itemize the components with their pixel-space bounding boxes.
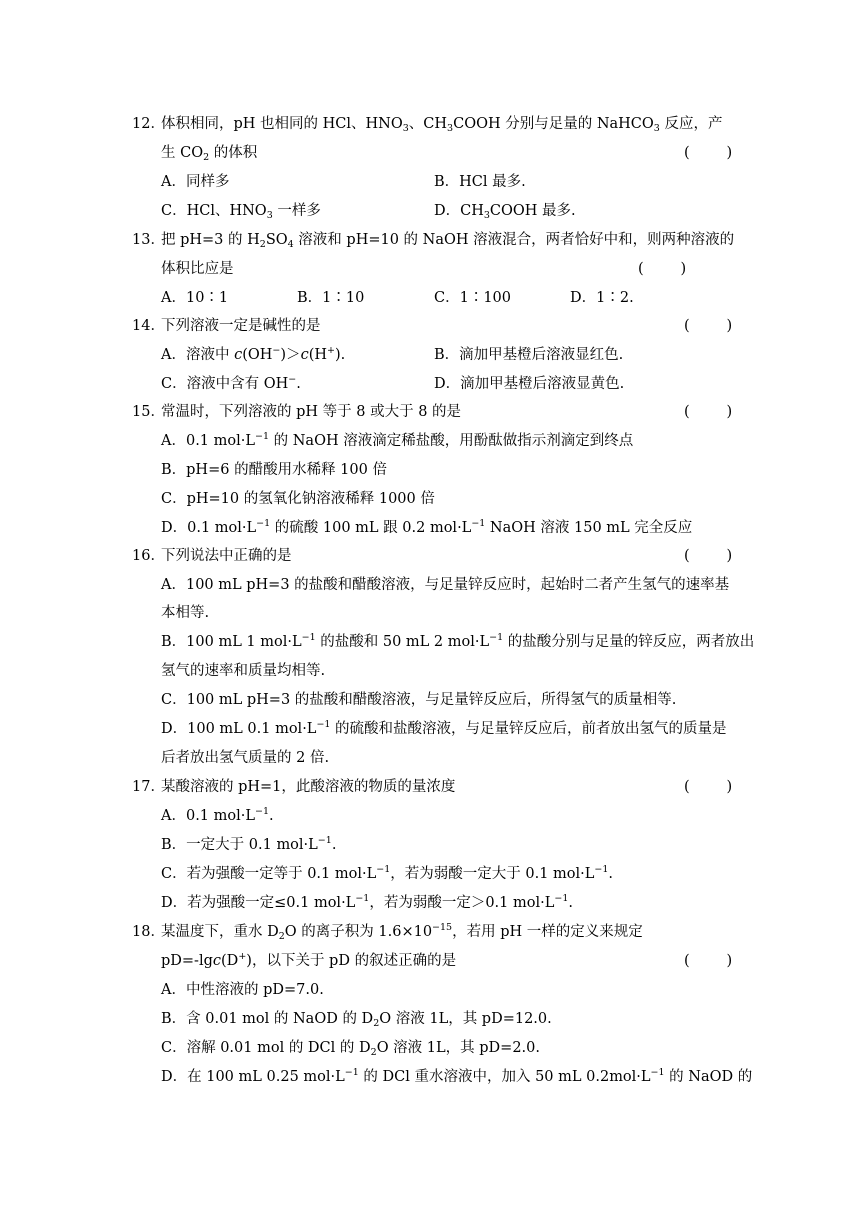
question-12-option-b[interactable]: B．HCl 最多. bbox=[434, 174, 526, 190]
question-14-option-b[interactable]: B．滴加甲基橙后溶液显红色. bbox=[434, 347, 624, 363]
question-12-answer-blank[interactable]: ( ) bbox=[684, 145, 733, 161]
question-17-option-a[interactable]: A．0.1 $mol\cdot L^{-1}$. bbox=[161, 806, 274, 824]
question-14-answer-blank[interactable]: ( ) bbox=[684, 318, 733, 334]
question-18-number: 18． bbox=[132, 924, 165, 940]
question-17-answer-blank[interactable]: ( ) bbox=[684, 779, 733, 795]
question-13-option-b[interactable]: B．1∶10 bbox=[297, 290, 365, 306]
question-17-option-b[interactable]: B．一定大于 0.1 $mol\cdot L^{-1}$. bbox=[161, 835, 337, 853]
question-12-option-a[interactable]: A．同样多 bbox=[161, 174, 230, 190]
question-15-stem: 15．常温时，下列溶液的 pH 等于 8 或大于 8 的是 bbox=[132, 404, 462, 420]
question-16-option-d[interactable]: D．100 mL 0.1 $mol\cdot L^{-1}$ 的硫酸和盐酸溶液，与足量锌反应后，前者放出氢气的质量是 bbox=[161, 719, 727, 737]
question-18-answer-blank[interactable]: ( ) bbox=[684, 953, 733, 969]
question-18-stem-line1: 18．某温度下，重水 $D_2O$ 的离子积为 $1.6\times 10^{-15}$，若用 pH 一样的定义来规定 bbox=[132, 922, 643, 942]
question-17-option-c[interactable]: C．若为强酸一定等于 0.1 $mol\cdot L^{-1}$，若为弱酸一定大于 0.1 $mol\cdot L^{-1}$. bbox=[161, 864, 614, 882]
question-15-option-d[interactable]: D．0.1 $mol\cdot L^{-1}$ 的硫酸 100 mL 跟 0.2 $mol\cdot L^{-1}$ NaOH 溶液 150 mL 完全反应 bbox=[161, 518, 693, 536]
question-12-option-c[interactable]: C．HCl、$HNO_3$ 一样多 bbox=[161, 203, 321, 221]
question-18-option-b[interactable]: B．含 0.01 mol 的 NaOD 的 $D_2O$ 溶液 1L，其 pD=12.0. bbox=[161, 1011, 552, 1029]
question-17-option-d[interactable]: D．若为强酸一定≤0.1 $mol\cdot L^{-1}$，若为弱酸一定＞0.1 $mol\cdot L^{-1}$. bbox=[161, 893, 573, 911]
question-13-answer-blank[interactable]: ( ) bbox=[638, 261, 687, 277]
question-15-option-c[interactable]: C．pH=10 的氢氧化钠溶液稀释 1000 倍 bbox=[161, 491, 435, 507]
question-12-stem-line1: 12．体积相同，pH 也相同的 HCl、$HNO_3$、$CH_3COOH$ 分别与足量的 NaHCO$_3$ 反应，产 bbox=[132, 116, 723, 134]
question-18-option-d[interactable]: D．在 100 mL 0.25 $mol\cdot L^{-1}$ 的 DCl 重水溶液中，加入 50 mL $0.2mol\cdot L^{-1}$ 的 NaOD 的 bbox=[161, 1067, 753, 1085]
question-18-option-a[interactable]: A．中性溶液的 pD=7.0. bbox=[161, 982, 324, 998]
question-12-number: 12． bbox=[132, 116, 165, 132]
question-12-stem-line2: 生 $CO_2$ 的体积 bbox=[161, 145, 258, 163]
question-18-option-c[interactable]: C．溶解 0.01 mol 的 DCl 的 $D_2O$ 溶液 1L，其 pD=2.0. bbox=[161, 1040, 540, 1058]
question-16-option-c[interactable]: C．100 mL pH=3 的盐酸和醋酸溶液，与足量锌反应后，所得氢气的质量相等. bbox=[161, 692, 677, 708]
question-15-option-a[interactable]: A．0.1 $mol\cdot L^{-1}$ 的 NaOH 溶液滴定稀盐酸，用酚酞做指示剂滴定到终点 bbox=[161, 431, 634, 449]
question-18-stem-line2: pD=-lgc(D+)，以下关于 pD 的叙述正确的是 bbox=[161, 951, 457, 969]
question-13-number: 13． bbox=[132, 232, 165, 248]
question-16-option-a[interactable]: A．100 mL pH=3 的盐酸和醋酸溶液，与足量锌反应时，起始时二者产生氢气的速率基 bbox=[161, 577, 730, 593]
question-14-option-c[interactable]: C．溶液中含有 OH−. bbox=[161, 374, 301, 392]
question-16-option-b-cont: 氢气的速率和质量均相等. bbox=[161, 663, 326, 679]
question-14-option-d[interactable]: D．滴加甲基橙后溶液显黄色. bbox=[434, 376, 625, 392]
question-16-option-d-cont: 后者放出氢气质量的 2 倍. bbox=[161, 750, 330, 766]
question-16-answer-blank[interactable]: ( ) bbox=[684, 548, 733, 564]
question-16-option-a-cont: 本相等. bbox=[161, 605, 210, 621]
question-13-option-a[interactable]: A．10∶1 bbox=[161, 290, 229, 306]
question-14-stem: 14．下列溶液一定是碱性的是 bbox=[132, 318, 321, 334]
question-13-option-c[interactable]: C．1∶100 bbox=[434, 290, 511, 306]
question-15-number: 15． bbox=[132, 404, 165, 420]
question-16-stem: 16．下列说法中正确的是 bbox=[132, 548, 292, 564]
question-13-stem-line2: 体积比应是 bbox=[161, 261, 234, 277]
question-16-number: 16． bbox=[132, 548, 165, 564]
question-17-stem: 17．某酸溶液的 pH=1，此酸溶液的物质的量浓度 bbox=[132, 779, 456, 795]
question-15-answer-blank[interactable]: ( ) bbox=[684, 404, 733, 420]
question-14-option-a[interactable]: A．溶液中 c(OH−)＞c(H+). bbox=[161, 345, 346, 363]
question-14-number: 14． bbox=[132, 318, 165, 334]
question-16-option-b[interactable]: B．100 mL 1 $mol\cdot L^{-1}$ 的盐酸和 50 mL 2 $mol\cdot L^{-1}$ 的盐酸分别与足量的锌反应，两者放出 bbox=[161, 632, 755, 650]
question-15-option-b[interactable]: B．pH=6 的醋酸用水稀释 100 倍 bbox=[161, 462, 387, 478]
question-13-stem-line1: 13．把 pH=3 的 $H_2SO_4$ 溶液和 pH=10 的 NaOH 溶液混合，两者恰好中和，则两种溶液的 bbox=[132, 232, 735, 250]
question-17-number: 17． bbox=[132, 779, 165, 795]
question-12-option-d[interactable]: D．$CH_3COOH$ 最多. bbox=[434, 203, 576, 221]
question-13-option-d[interactable]: D．1∶2. bbox=[570, 290, 634, 306]
